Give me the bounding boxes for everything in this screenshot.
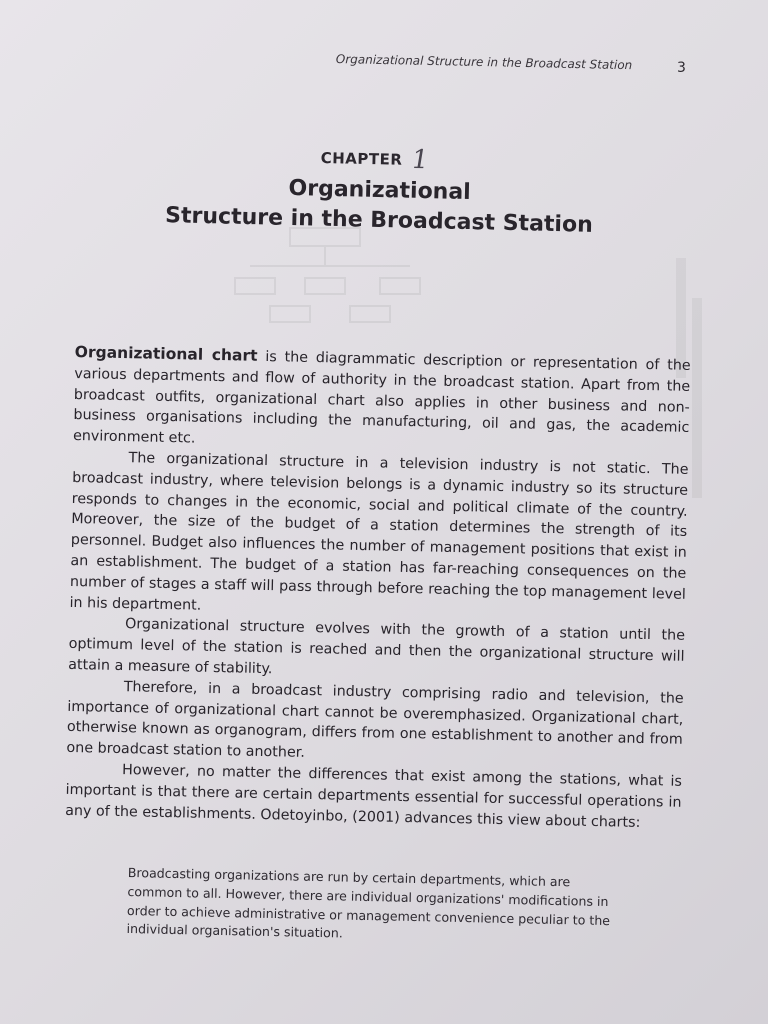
lead-term: Organizational chart (74, 342, 258, 365)
body-text (65, 342, 691, 834)
page-number: 3 (677, 60, 686, 76)
chapter-label: CHAPTER (320, 148, 403, 169)
paragraph-3: Organizational structure evolves with the growth of a station until the optimum level of the station is reached and then the organizational structure will attain a measure of stability. (68, 616, 686, 678)
paragraph-1-text: is the diagrammatic description or representation of the various departments and flow of authority in the broadcast station. Apart from the broadcast outfits, organizational chart also applies in other business and non-business organisations including the manufacturing, oil and gas, the academic environment etc. (72, 348, 691, 447)
paragraph-2: The organizational structure in a television industry is not static. The broadcast industry, where television belongs is a dynamic industry so its structure responds to changes in the economic, social and political climate of the country. Moreover, the size of the budget of a station determines the strength of its personnel. Budget also influences the number of management positions that exist in an establishment. The budget of a station has far-reaching consequences on the number of stages a staff will pass through before reaching the top management level in his department. (69, 450, 689, 614)
chapter-title-line-1: Organizational (288, 175, 472, 206)
running-head: Organizational Structure in the Broadcast Station (335, 52, 633, 73)
paragraph-5: However, no matter the differences that exist among the stations, what is important is that there are certain departments essential for successful operations in any of the establishments. Odetoyinbo, (2001) advances this view about charts: (65, 762, 683, 831)
block-quote-text: Broadcasting organizations are run by certain departments, which are common to all. However, there are individual organizations' modifications in order to achieve administrative or management convenience peculiar to the individual organisation's situation. (126, 864, 611, 941)
block-quote (126, 864, 617, 949)
chapter-heading (320, 143, 432, 176)
chapter-number-handwritten: 1 (409, 144, 432, 176)
paragraph-1 (73, 342, 691, 460)
paragraph-4: Therefore, in a broadcast industry comprising radio and television, the importance of organizational chart cannot be overemphasized. Organizational chart, otherwise known as organogram, differs from one establishment to another and from one broadcast station to another. (66, 678, 684, 762)
chapter-title (129, 170, 630, 241)
chapter-title-line-2: Structure in the Broadcast Station (164, 203, 594, 238)
show-through-diagram (230, 220, 430, 330)
